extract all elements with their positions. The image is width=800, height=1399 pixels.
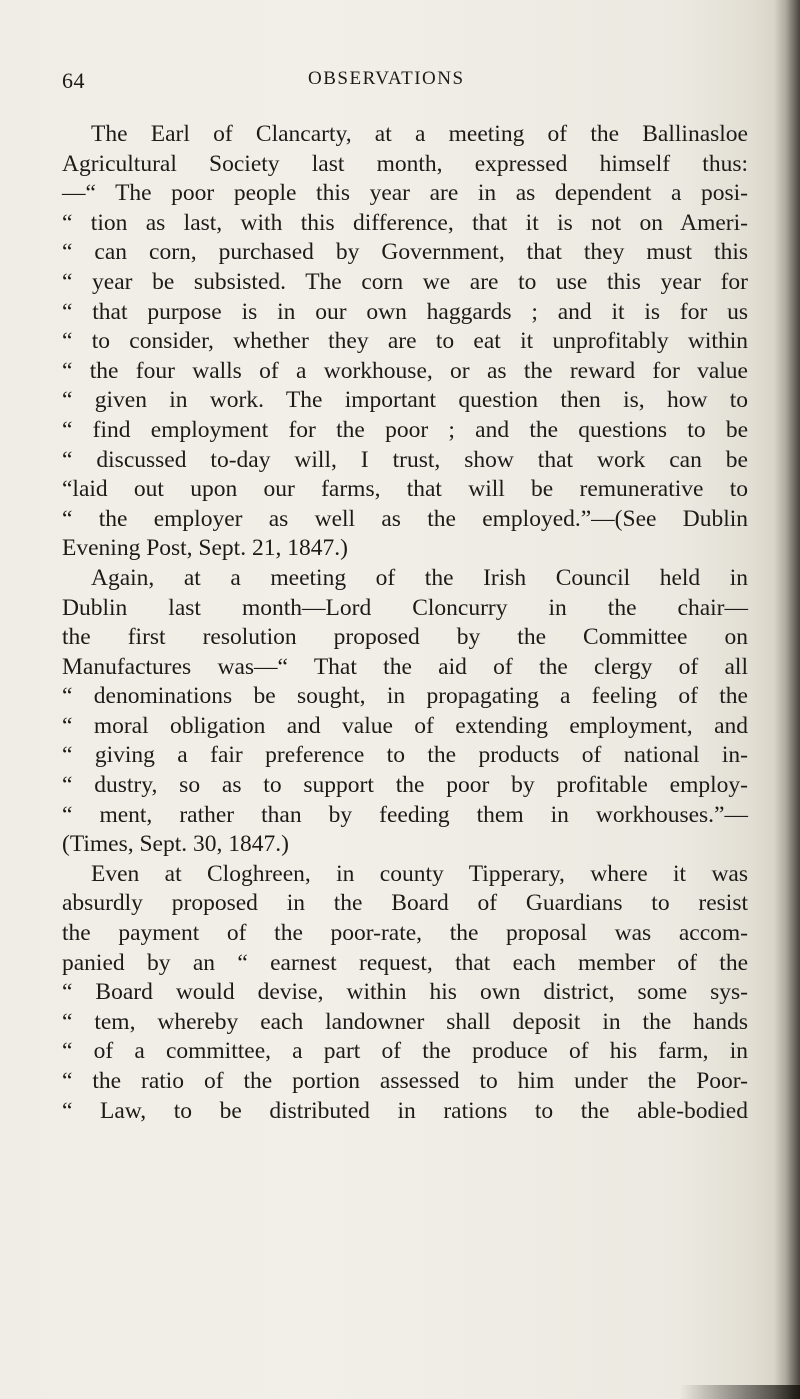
text-line: “ Board would devise, within his own district, some sys- xyxy=(62,979,748,1006)
text-line: “ the four walls of a workhouse, or as the reward for value xyxy=(62,357,748,384)
binding-shadow xyxy=(680,1385,800,1399)
text-line: —“ The poor people this year are in as dependent a posi- xyxy=(62,180,748,207)
running-title: OBSERVATIONS xyxy=(308,68,465,89)
text-line: Again, at a meeting of the Irish Council held in xyxy=(91,564,748,591)
page-number: 64 xyxy=(62,68,85,93)
text-line: “ discussed to-day will, I trust, show that work can be xyxy=(62,446,748,473)
text-line: “ denominations be sought, in propagating a feeling of the xyxy=(62,683,748,710)
text-line: “ of a committee, a part of the produce of his farm, in xyxy=(62,1038,748,1065)
text-line: “ can corn, purchased by Government, that they must this xyxy=(62,239,748,266)
text-line: the first resolution proposed by the Committee on xyxy=(62,624,748,651)
text-line: The Earl of Clancarty, at a meeting of the Ballinasloe xyxy=(91,121,748,147)
text-line: “ find employment for the poor ; and the questions to be xyxy=(62,416,748,443)
text-line: “ that purpose is in our own haggards ; and it is for us xyxy=(62,298,748,325)
text-line: “ moral obligation and value of extending employment, and xyxy=(62,712,748,739)
text-line: “ the ratio of the portion assessed to him under the Poor- xyxy=(62,1068,748,1094)
text-line: Evening Post, Sept. 21, 1847.) xyxy=(62,535,348,562)
text-line: the payment of the poor-rate, the proposal was accom- xyxy=(62,920,748,947)
text-line: Dublin last month—Lord Cloncurry in the chair— xyxy=(62,594,748,621)
text-line: “ given in work. The important question then is, how to xyxy=(62,387,748,414)
page-header xyxy=(62,68,742,98)
text-line: (Times, Sept. 30, 1847.) xyxy=(62,831,289,858)
text-line: Even at Cloghreen, in county Tipperary, where it was xyxy=(91,860,748,887)
text-line: “ to consider, whether they are to eat it unprofitably within xyxy=(62,328,748,355)
text-line: panied by an “ earnest request, that each member of the xyxy=(62,949,748,976)
text-line: Manufactures was—“ That the aid of the clergy of all xyxy=(62,653,748,680)
text-line: “ dustry, so as to support the poor by profitable employ- xyxy=(62,772,748,799)
text-line: “ the employer as well as the employed.”—(See Dublin xyxy=(62,505,748,532)
text-line: “laid out upon our farms, that will be remunerative to xyxy=(62,476,748,503)
body-text xyxy=(62,120,748,1126)
text-line: “ tem, whereby each landowner shall deposit in the hands xyxy=(62,1008,748,1035)
text-line: “ tion as last, with this difference, that it is not on Ameri- xyxy=(62,209,748,236)
text-line: “ ment, rather than by feeding them in workhouses.”— xyxy=(62,801,748,828)
text-line: absurdly proposed in the Board of Guardians to resist xyxy=(62,890,748,917)
binding-edge xyxy=(774,0,800,1399)
text-line: “ giving a fair preference to the products of national in- xyxy=(62,742,748,769)
text-line: Agricultural Society last month, expressed himself thus: xyxy=(62,150,748,177)
text-line: “ Law, to be distributed in rations to the able-bodied xyxy=(62,1097,748,1124)
text-line: “ year be subsisted. The corn we are to use this year for xyxy=(62,268,748,295)
